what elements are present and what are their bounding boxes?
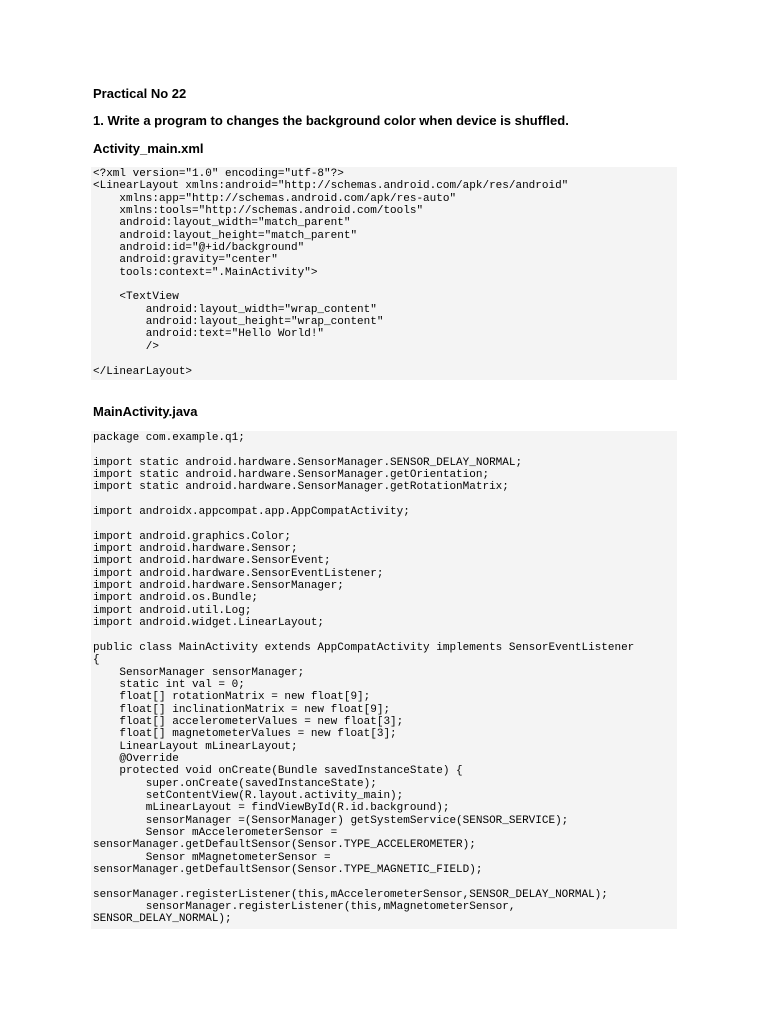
code-line: tools:context=".MainActivity"> bbox=[93, 266, 318, 279]
code-line: protected void onCreate(Bundle savedInstanceState) { bbox=[93, 765, 463, 778]
code-line: import android.graphics.Color; bbox=[93, 530, 292, 543]
code-line bbox=[93, 518, 675, 530]
code-line: float[] inclinationMatrix = new float[9]; bbox=[93, 703, 391, 716]
code-line bbox=[93, 630, 675, 642]
code-line: sensorManager =(SensorManager) getSystemService(SENSOR_SERVICE); bbox=[93, 814, 569, 827]
code-line: android:id="@+id/background" bbox=[93, 242, 305, 255]
code-line: import android.hardware.SensorEvent; bbox=[93, 555, 331, 568]
code-line: android:gravity="center" bbox=[93, 254, 278, 267]
xml-file-label: Activity_main.xml bbox=[93, 141, 204, 156]
code-line: sensorManager.getDefaultSensor(Sensor.TYPE_MAGNETIC_FIELD); bbox=[93, 864, 483, 877]
code-line: import android.os.Bundle; bbox=[93, 592, 259, 605]
code-line: SENSOR_DELAY_NORMAL); bbox=[93, 913, 232, 926]
code-line: float[] accelerometerValues = new float[3]; bbox=[93, 715, 404, 728]
code-line: LinearLayout mLinearLayout; bbox=[93, 740, 298, 753]
code-line bbox=[93, 444, 675, 456]
code-line: android:layout_height="wrap_content" bbox=[93, 316, 384, 329]
code-line: public class MainActivity extends AppCompatActivity implements SensorEventListener bbox=[93, 641, 635, 654]
page-heading: Practical No 22 bbox=[93, 86, 187, 101]
code-line: android:text="Hello World!" bbox=[93, 328, 325, 341]
code-line bbox=[93, 353, 675, 365]
code-line: sensorManager.getDefaultSensor(Sensor.TYPE_ACCELEROMETER); bbox=[93, 839, 476, 852]
code-line: float[] magnetometerValues = new float[3]; bbox=[93, 728, 397, 741]
code-line: sensorManager.registerListener(this,mMagnetometerSensor, bbox=[93, 901, 516, 914]
code-line: <LinearLayout xmlns:android="http://schemas.android.com/apk/res/android" bbox=[93, 180, 569, 193]
code-line: import static android.hardware.SensorManager.SENSOR_DELAY_NORMAL; bbox=[93, 456, 523, 469]
code-line: super.onCreate(savedInstanceState); bbox=[93, 777, 377, 790]
code-line: import android.widget.LinearLayout; bbox=[93, 617, 325, 630]
code-line: sensorManager.registerListener(this,mAccelerometerSensor,SENSOR_DELAY_NORMAL); bbox=[93, 888, 608, 901]
code-line bbox=[93, 279, 675, 291]
code-line: xmlns:app="http://schemas.android.com/apk/res-auto" bbox=[93, 192, 457, 205]
code-line: android:layout_width="match_parent" bbox=[93, 217, 351, 230]
java-file-label: MainActivity.java bbox=[93, 404, 198, 419]
code-line: { bbox=[93, 654, 100, 667]
code-line: float[] rotationMatrix = new float[9]; bbox=[93, 691, 371, 704]
code-line: xmlns:tools="http://schemas.android.com/tools" bbox=[93, 205, 424, 218]
java-code-block bbox=[91, 431, 677, 929]
code-line: android:layout_width="wrap_content" bbox=[93, 303, 377, 316]
code-line: import android.hardware.SensorManager; bbox=[93, 580, 344, 593]
code-line: setContentView(R.layout.activity_main); bbox=[93, 789, 404, 802]
code-line: </LinearLayout> bbox=[93, 365, 193, 378]
code-line: <?xml version="1.0" encoding="utf-8"?> bbox=[93, 168, 344, 180]
code-line: /> bbox=[93, 340, 160, 353]
code-line: import androidx.appcompat.app.AppCompatActivity; bbox=[93, 506, 410, 519]
code-line: android:layout_height="match_parent" bbox=[93, 229, 358, 242]
code-line bbox=[93, 876, 675, 888]
code-line: mLinearLayout = findViewById(R.id.background); bbox=[93, 802, 450, 815]
code-line bbox=[93, 494, 675, 506]
code-line: import static android.hardware.SensorManager.getOrientation; bbox=[93, 469, 490, 482]
code-line: import android.util.Log; bbox=[93, 604, 252, 617]
code-line: import android.hardware.Sensor; bbox=[93, 543, 298, 556]
code-line: import static android.hardware.SensorManager.getRotationMatrix; bbox=[93, 481, 509, 494]
code-line: Sensor mAccelerometerSensor = bbox=[93, 827, 338, 839]
question-text: 1. Write a program to changes the background color when device is shuffled. bbox=[93, 113, 569, 128]
code-line: static int val = 0; bbox=[93, 678, 245, 691]
code-line: package com.example.q1; bbox=[93, 432, 245, 444]
code-line: @Override bbox=[93, 752, 179, 765]
xml-code-block bbox=[91, 167, 677, 380]
code-line: SensorManager sensorManager; bbox=[93, 666, 305, 679]
code-line: Sensor mMagnetometerSensor = bbox=[93, 851, 331, 864]
code-line: import android.hardware.SensorEventListener; bbox=[93, 567, 384, 580]
code-line: <TextView bbox=[93, 291, 179, 304]
